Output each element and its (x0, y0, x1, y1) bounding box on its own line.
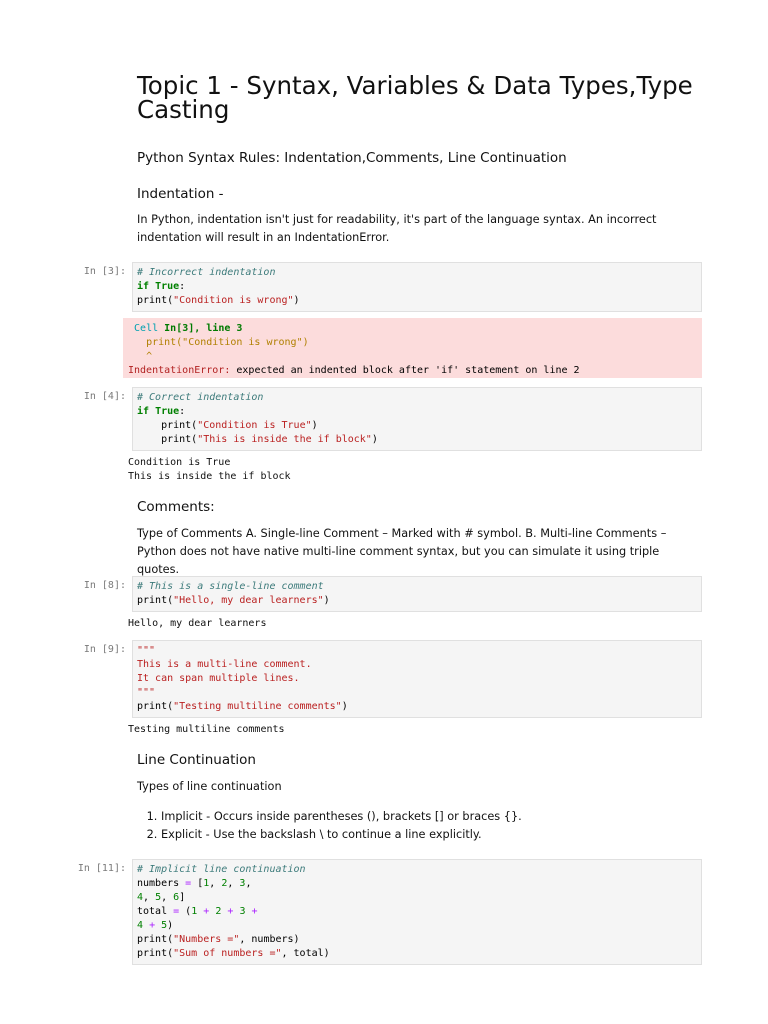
code-content: # Correct indentation if True: print("Condition is True") print("This is inside the if block") (137, 392, 378, 445)
line-continuation-heading: Line Continuation (137, 752, 256, 768)
cell-prompt: In [8]: (83, 580, 126, 591)
comments-heading: Comments: (137, 499, 215, 515)
error-output (123, 318, 702, 378)
cell-prompt: In [11]: (77, 863, 126, 874)
code-content: # Implicit line continuation numbers = [1, 2, 3, 4, 5, 6] total = (1 + 2 + 3 + 4 + 5) print("Numbers =", numbers) print("Sum of numbers =", total) (137, 864, 330, 959)
cell-output: Condition is True This is inside the if block (128, 457, 291, 482)
cell-output: Hello, my dear learners (128, 618, 267, 629)
cell-prompt: In [3]: (83, 266, 126, 277)
comments-text: Type of Comments A. Single-line Comment – Marked with # symbol. B. Multi-line Comments – Python does not have native multi-line comment syntax, but you can simulate it using triple quotes. (137, 527, 667, 576)
code-cell[interactable] (132, 576, 702, 612)
cell-prompt: In [9]: (83, 644, 126, 655)
line-continuation-intro: Types of line continuation (137, 780, 282, 793)
code-content: """ This is a multi-line comment. It can span multiple lines. """ print("Testing multiline comments") (137, 645, 348, 712)
page-title: Topic 1 - Syntax, Variables & Data Types,Type Casting (137, 71, 693, 124)
indentation-heading: Indentation - (137, 186, 224, 202)
cell-prompt: In [4]: (83, 391, 126, 402)
list-item: 2. Explicit - Use the backslash \ to continue a line explicitly. (161, 826, 522, 844)
code-cell[interactable] (132, 859, 702, 965)
code-cell[interactable] (132, 262, 702, 312)
list-item: 1. Implicit - Occurs inside parentheses (), brackets [] or braces {}. (161, 808, 522, 826)
continuation-list (137, 808, 522, 844)
code-content: # Incorrect indentation if True: print("Condition is wrong") (137, 267, 300, 306)
section-heading: Python Syntax Rules: Indentation,Comments, Line Continuation (137, 150, 567, 166)
code-content: # This is a single-line comment print("Hello, my dear learners") (137, 581, 330, 606)
code-cell[interactable] (132, 640, 702, 718)
indentation-text: In Python, indentation isn't just for readability, it's part of the language syntax. An incorrect indentation will result in an IndentationError. (137, 213, 657, 244)
traceback: Cell In[3], line 3 print("Condition is wrong") ^ IndentationError: expected an indented block after 'if' statement on line 2 (128, 323, 580, 376)
code-cell[interactable] (132, 387, 702, 451)
cell-output: Testing multiline comments (128, 724, 285, 735)
